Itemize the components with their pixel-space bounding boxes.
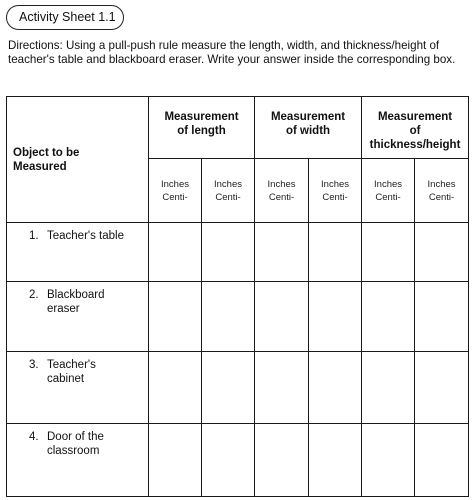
unit-centi: Centi-: [215, 191, 241, 203]
unit-inches: Inches: [214, 178, 242, 190]
unit-cell: [202, 159, 255, 223]
answer-box[interactable]: [309, 424, 362, 497]
activity-sheet-title: Activity Sheet 1.1: [6, 5, 124, 30]
unit-inches: Inches: [267, 178, 296, 190]
answer-box[interactable]: [362, 282, 415, 352]
thickness-header-line1: Measurement: [377, 111, 453, 123]
unit-cell: [309, 159, 362, 223]
thickness-group-header: [362, 97, 469, 159]
row-number: 3.: [29, 359, 39, 371]
thickness-header-line3: thickness/height: [369, 139, 461, 151]
width-header-line2: of width: [285, 125, 331, 137]
length-group-header: [149, 97, 255, 159]
answer-box[interactable]: [415, 424, 469, 497]
object-name-line2: eraser: [47, 303, 80, 315]
object-name-line1: Teacher's table: [47, 230, 124, 242]
row-number: 1.: [29, 230, 39, 242]
answer-box[interactable]: [415, 223, 469, 282]
unit-cell: [149, 159, 202, 223]
object-name-line2: classroom: [47, 445, 100, 457]
answer-box[interactable]: [362, 424, 415, 497]
object-name-line1: Door of the: [47, 431, 104, 443]
width-group-header: [255, 97, 362, 159]
answer-box[interactable]: [149, 424, 202, 497]
object-name-line1: Teacher's: [47, 359, 96, 371]
answer-box[interactable]: [255, 223, 309, 282]
answer-box[interactable]: [202, 352, 255, 424]
answer-box[interactable]: [415, 282, 469, 352]
unit-centi: Centi-: [375, 191, 401, 203]
header-row-groups: [7, 97, 469, 159]
row-number: 2.: [29, 289, 39, 301]
unit-inches: Inches: [374, 178, 403, 190]
answer-box[interactable]: [202, 424, 255, 497]
table-row: [7, 282, 469, 352]
answer-box[interactable]: [309, 223, 362, 282]
directions-text: Directions: Using a pull-push rule measure the length, width, and thickness/height of teacher's table and blackboard eraser. Write your answer inside the corresponding box.: [8, 39, 456, 66]
object-cell: [7, 424, 149, 497]
answer-box[interactable]: [255, 352, 309, 424]
thickness-header-line2: of: [409, 125, 421, 137]
object-column-header: [7, 97, 149, 223]
object-cell: [7, 352, 149, 424]
answer-box[interactable]: [149, 223, 202, 282]
answer-box[interactable]: [202, 223, 255, 282]
answer-box[interactable]: [149, 352, 202, 424]
object-cell: [7, 282, 149, 352]
length-header-line2: of length: [177, 125, 226, 137]
unit-inches: Inches: [321, 178, 350, 190]
object-cell: [7, 223, 149, 282]
answer-box[interactable]: [362, 223, 415, 282]
unit-inches: Inches: [161, 178, 189, 190]
unit-centi: Centi-: [162, 191, 188, 203]
unit-centi: Centi-: [428, 191, 455, 203]
length-header-line1: Measurement: [164, 111, 239, 123]
answer-box[interactable]: [309, 282, 362, 352]
answer-box[interactable]: [309, 352, 362, 424]
width-header-line1: Measurement: [270, 111, 346, 123]
table-row: [7, 424, 469, 497]
table-row: [7, 352, 469, 424]
answer-box[interactable]: [149, 282, 202, 352]
measurement-table: [6, 96, 469, 497]
answer-box[interactable]: [415, 352, 469, 424]
unit-inches: Inches: [427, 178, 456, 190]
answer-box[interactable]: [202, 282, 255, 352]
unit-cell: [415, 159, 469, 223]
unit-centi: Centi-: [268, 191, 295, 203]
table-row: [7, 223, 469, 282]
unit-centi: Centi-: [322, 191, 348, 203]
object-name-line2: cabinet: [47, 373, 85, 385]
object-name-line1: Blackboard: [47, 289, 105, 301]
answer-box[interactable]: [255, 282, 309, 352]
object-header-line1: Object to be: [13, 146, 80, 159]
answer-box[interactable]: [255, 424, 309, 497]
object-header-line2: Measured: [13, 160, 67, 173]
answer-box[interactable]: [362, 352, 415, 424]
unit-cell: [362, 159, 415, 223]
unit-cell: [255, 159, 309, 223]
row-number: 4.: [29, 431, 39, 443]
